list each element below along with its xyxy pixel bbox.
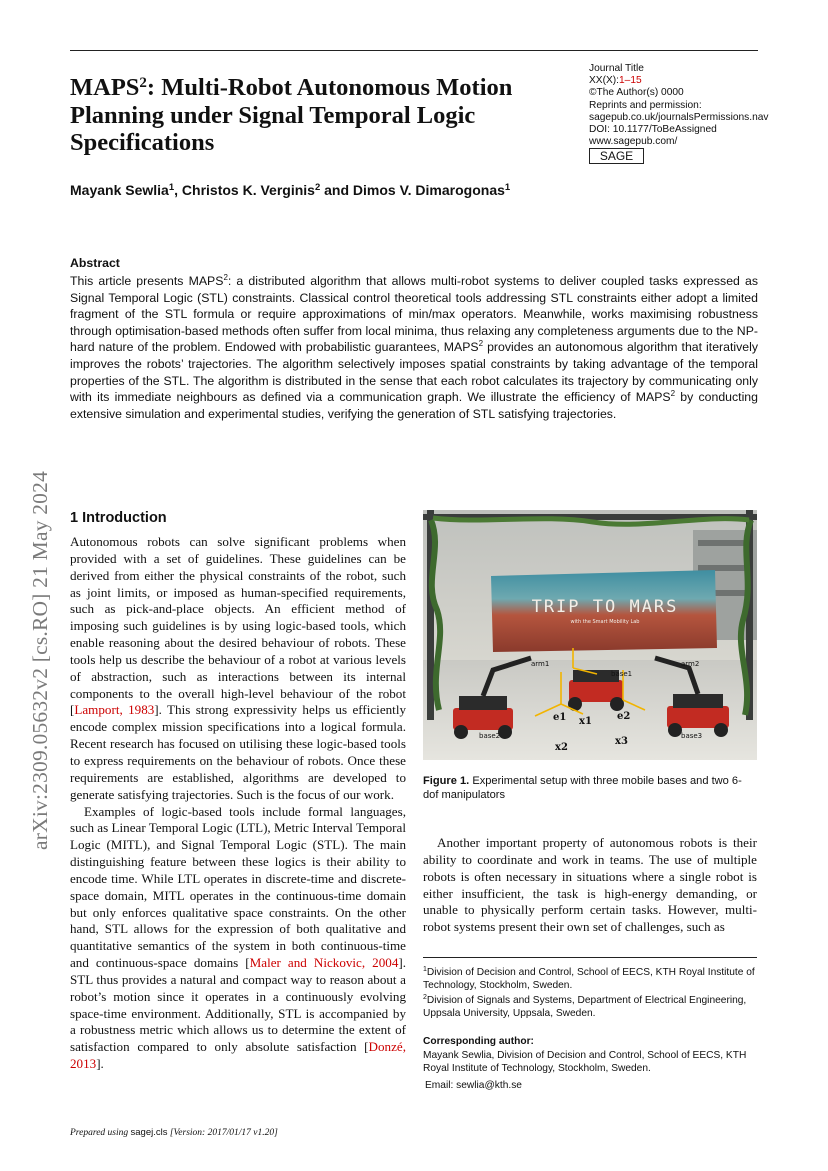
label-arm1: arm1 <box>531 660 550 668</box>
caption-label: Figure 1. <box>423 775 470 787</box>
page-range-link[interactable]: 1–15 <box>619 75 642 87</box>
left-column <box>70 534 406 1073</box>
top-rule <box>70 50 758 51</box>
abstract-heading: Abstract <box>70 256 120 270</box>
author-3: Dimos V. Dimarogonas <box>352 182 505 198</box>
label-base3: base3 <box>681 732 703 740</box>
doi-line[interactable]: DOI: 10.1177/ToBeAssigned <box>589 124 717 136</box>
journal-info <box>589 63 769 148</box>
copyright-line: ©The Author(s) 0000 <box>589 87 684 99</box>
journal-volume: XX(X):1–15 <box>589 75 642 87</box>
reprints-line: Reprints and permission: <box>589 99 702 111</box>
intro-paragraph-3: Another important property of autonomous robots is their ability to coordinate and work in teams. The use of multiple robots is often necessary in situations where a single robot is either insufficient, the task is high-energy demanding, or unable to physically perform certain tasks. However, multi-robot systems present their own set of challenges, such as <box>423 835 757 935</box>
class-file-name: sagej.cls <box>130 1127 168 1138</box>
footnote-rule <box>423 957 757 958</box>
author-list: Mayank Sewlia$^1$, Christos K. Verginis$^2$ and Dimos V. Dimarogonas$^1$ <box>70 182 511 198</box>
label-e2: e2 <box>617 711 631 722</box>
label-base1: base1 <box>611 670 633 678</box>
figure-1-photo <box>423 510 757 760</box>
arxiv-stamp: arXiv:2309.05632v2 [cs.RO] 21 May 2024 <box>28 470 52 850</box>
footnote-affiliation-2: $^2$Division of Signals and Systems, Department of Electrical Engineering, Uppsala University, Uppsala, Sweden. <box>423 994 747 1020</box>
citation-maler[interactable]: Maler and Nickovic, 2004 <box>249 955 399 971</box>
intro-paragraph-2: Examples of logic-based tools include formal languages, such as Linear Temporal Logic (LTL), Metric Interval Temporal Logic (MITL), and Signal Temporal Logic (STL). The main distinguishing feature between these logics is their ability to encode time. While LTL operates in discrete-time and discrete-space domain, MITL operates in the continuous-time domain but only enforces qualitative space constraints. On the other hand, STL allows for the expression of both qualitative and quantitative semantics of the system in both continuous-time and continuous-space domains [Maler and Nickovic, 2004]. STL thus provides a natural and compact way to reason about a robot’s motion since it operates in a continuously evolving space-time environment. Additionally, STL is accompanied by a robustness metric which allows us to determine the extent of satisfaction compared to only absolute satisfaction [Donzé, 2013]. <box>70 803 407 1072</box>
intro-paragraph-1: Autonomous robots can solve significant problems when provided with a set of guidelines. These guidelines can be derived from either the physical constraints of the robot, such as joint limits, or imposed as human-specified requirements, such as pick-and-place objects. An efficient method of imposing such guidelines is by using logic-based tools, which enable reasoning about the desired behaviour of robots. These tools help us describe the behaviour of a robot at various levels of abstraction, such as interactions between its internal components to the overall high-level behaviour of the robot [Lamport, 1983]. This strong expressivity helps us efficiently encode complex mission specifications into a logical formula. Recent research has focused on utilising these logic-based tools to express requirements on the behaviour of robots. Once these requirements are established, algorithms are developed to generate satisfying trajectories. Such is the focus of our work. <box>70 534 407 802</box>
label-arm2: arm2 <box>681 660 700 668</box>
footnote-affiliation-1: $^1$Division of Decision and Control, School of EECS, KTH Royal Institute of Technology, Stockholm, Sweden. <box>423 966 755 992</box>
sage-logo-box: SAGE <box>589 148 644 164</box>
right-column-text <box>423 835 757 936</box>
affil-mark: 1 <box>504 182 511 193</box>
label-x2: x2 <box>555 742 568 753</box>
author-2: Christos K. Verginis <box>181 182 315 198</box>
label-base2: base2 <box>479 732 501 740</box>
label-x1: x1 <box>579 716 592 727</box>
abstract-text: This article presents MAPS$^2$: a distributed algorithm that allows multi-robot systems to deliver coupled tasks expressed as Signal Temporal Logic (STL) constraints. Classical control theoretical tools addressing STL constraints either adopt a limited fragment of the STL formula or require approximations of min/max operators. Meanwhile, works maximising robustness through optimisation-based methods often suffer from local minima, thus relaxing any completeness arguments due to the NP-hard nature of the problem. Endowed with probabilistic guarantees, MAPS$^2$ provides an autonomous algorithm that iteratively improves the robots’ trajectories. The algorithm selectively imposes spatial constraints by taking advantage of the temporal properties of the STL. The algorithm is distributed in the sense that each robot calculates its trajectory by communicating only with its immediate neighbours as defined via a communication graph. We illustrate the efficiency of MAPS$^2$ by conducting extensive simulation and experimental studies, verifying the generation of STL satisfying trajectories. <box>70 273 758 421</box>
corresponding-author-text: Mayank Sewlia, Division of Decision and Control, School of EECS, KTH Royal Institute of Technology, Stockholm, Sweden. <box>423 1050 747 1075</box>
page-footer: Prepared using sagej.cls [Version: 2017/01/17 v1.20] <box>70 1127 278 1138</box>
citation-donze[interactable]: Donzé, 2013 <box>70 1039 406 1072</box>
label-x3: x3 <box>615 736 628 747</box>
sagepub-url[interactable]: www.sagepub.com/ <box>589 136 678 148</box>
citation-lamport[interactable]: Lamport, 1983 <box>74 702 155 718</box>
banner-text: TRIP TO MARS <box>531 597 679 617</box>
affil-mark: 2 <box>314 182 321 193</box>
author-1: Mayank Sewlia <box>70 182 169 198</box>
corresponding-author-heading: Corresponding author: <box>423 1036 534 1047</box>
affil-mark: 1 <box>168 182 175 193</box>
paper-title: MAPS$^2$: Multi-Robot Autonomous Motion Planning under Signal Temporal Logic Specifications <box>70 74 513 156</box>
label-e1: e1 <box>553 712 567 723</box>
journal-title: Journal Title <box>589 63 644 74</box>
banner-subtext: with the Smart Mobility Lab <box>570 619 640 625</box>
section-heading-introduction: 1 Introduction <box>70 510 167 526</box>
figure-1-caption: Figure 1. Experimental setup with three mobile bases and two 6-dof manipulators <box>423 775 742 802</box>
permissions-url[interactable]: sagepub.co.uk/journalsPermissions.nav <box>589 111 769 123</box>
corresponding-email[interactable]: Email: sewlia@kth.se <box>425 1080 522 1091</box>
